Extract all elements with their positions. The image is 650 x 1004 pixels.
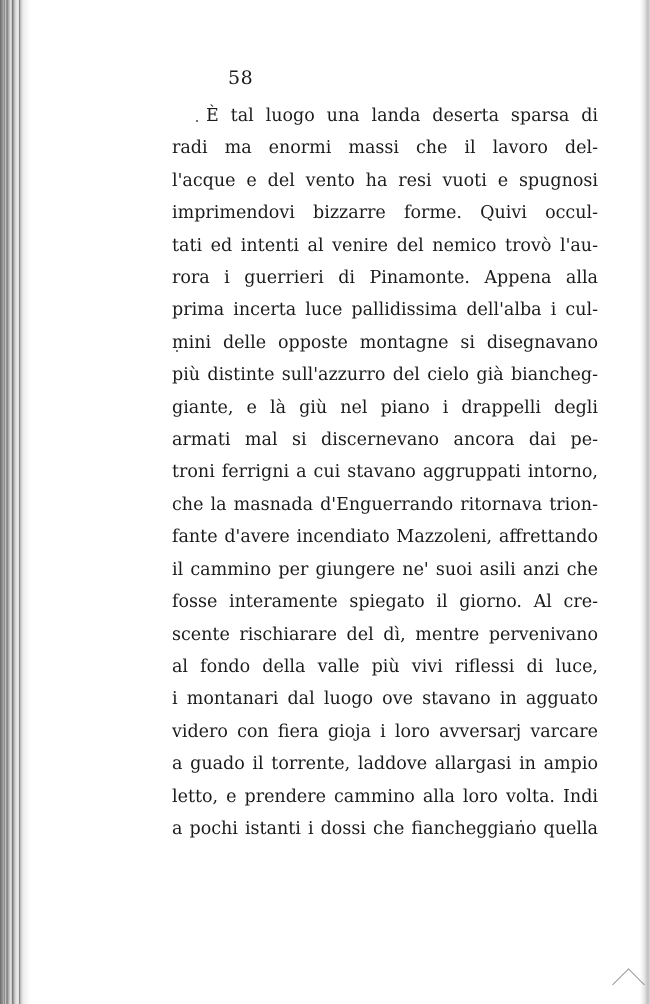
text-line: a guado il torrente, laddove allargasi in ampio	[172, 754, 598, 775]
book-spine-edge	[0, 0, 34, 1004]
text-line: troni ferrigni a cui stavano aggruppati intorno,	[172, 462, 598, 483]
text-line: giante, e là giù nel piano i drappelli degli	[172, 397, 598, 418]
text-line: l'acque e del vento ha resi vuoti e spugnosi	[172, 170, 598, 191]
book-page	[172, 66, 610, 845]
page-right-edge	[640, 0, 650, 1004]
text-line: prima incerta luce pallidissima dell'alba i cul-	[172, 300, 598, 321]
spine-crease	[4, 0, 5, 1004]
text-line: radi ma enormi massi che il lavoro del-	[172, 138, 598, 159]
text-line: tati ed intenti al venire del nemico trovò l'au-	[172, 235, 598, 256]
text-line: fosse interamente spiegato il giorno. Al cre-	[172, 592, 598, 613]
page-number: 58	[228, 67, 254, 89]
text-line: a pochi istanti i dossi che fiancheggiano quella	[172, 818, 598, 839]
text-line: imprimendovi bizzarre forme. Quivi occul-	[172, 203, 598, 224]
text-line: rora i guerrieri di Pinamonte. Appena alla	[172, 268, 598, 289]
body-text	[172, 100, 610, 845]
text-line: al fondo della valle più vivi riflessi di luce,	[172, 656, 598, 677]
text-line: i montanari dal luogo ove stavano in agguato	[172, 689, 598, 710]
spine-crease	[12, 0, 13, 1004]
text-line: È tal luogo una landa deserta sparsa di	[206, 106, 598, 126]
text-line: videro con fiera gioja i loro avversarj varcare	[172, 721, 598, 742]
text-line: più distinte sull'azzurro del cielo già biancheg-	[172, 365, 598, 386]
text-line: armati mal si discernevano ancora dai pe-	[172, 430, 598, 451]
text-line: letto, e prendere cammino alla loro volta. Indi	[172, 786, 598, 807]
spine-crease	[19, 0, 20, 1004]
text-line: il cammino per giungere ne' suoi asili anzi che	[172, 559, 598, 580]
text-line: fante d'avere incendiato Mazzoleni, affrettando	[172, 527, 598, 548]
text-line: scente rischiarare del dì, mentre pervenivano	[172, 624, 598, 645]
text-line: che la masnada d'Enguerrando ritornava trion-	[172, 494, 598, 515]
text-line: mini delle opposte montagne si disegnavano	[172, 332, 598, 353]
